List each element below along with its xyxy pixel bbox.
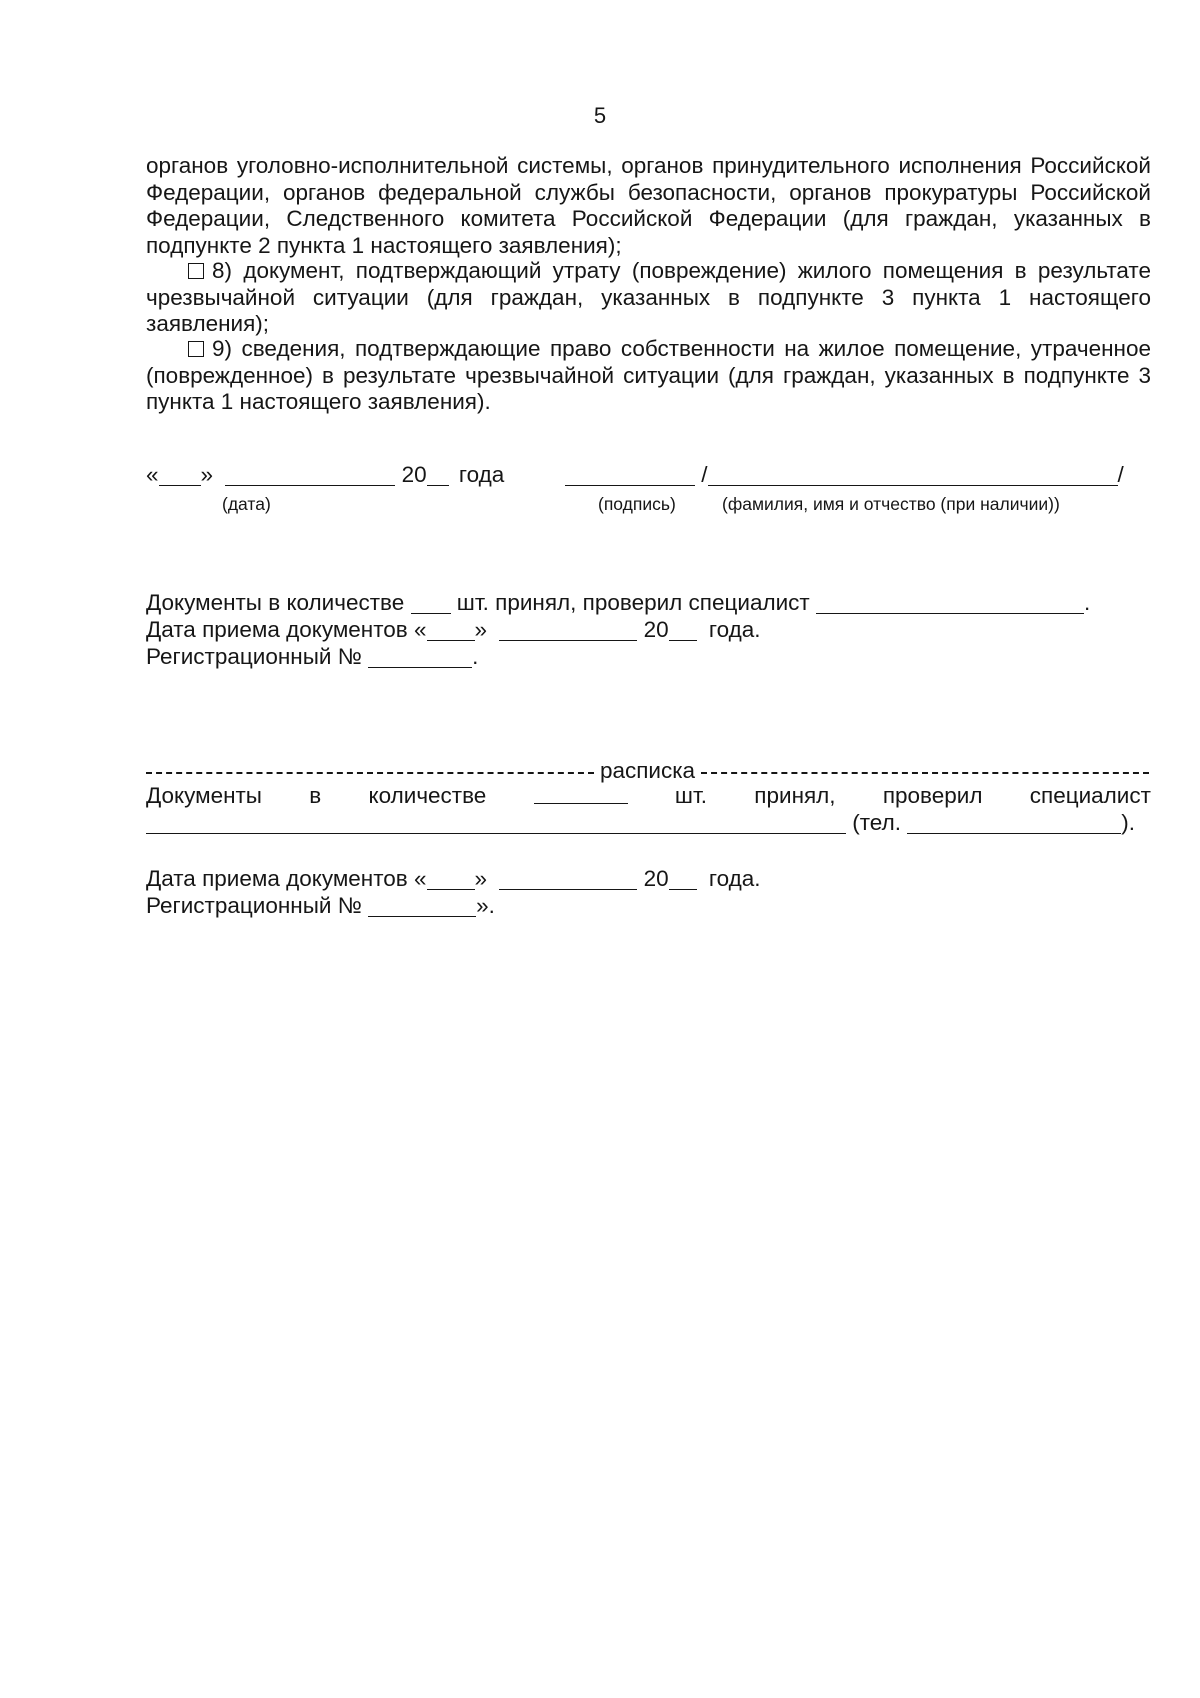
receipt-reg-label: Регистрационный № bbox=[146, 893, 362, 918]
receipt-dashes-left bbox=[146, 772, 594, 774]
checkbox-item-9[interactable] bbox=[188, 341, 204, 357]
receipt-word-4: шт. bbox=[674, 783, 708, 808]
date-quote-close: » bbox=[200, 462, 214, 487]
acceptance-year-suffix: года. bbox=[708, 617, 761, 642]
receipt-tel-blank[interactable] bbox=[907, 813, 1121, 834]
receipt-day-blank[interactable] bbox=[427, 869, 475, 890]
acceptance-line-3-end: . bbox=[472, 644, 479, 669]
acceptance-reg-blank[interactable] bbox=[368, 647, 472, 668]
date-quote-open: « bbox=[146, 462, 159, 487]
acceptance-reg-label: Регистрационный № bbox=[146, 644, 362, 669]
caption-date: (дата) bbox=[222, 494, 271, 514]
receipt-year-prefix: 20 bbox=[643, 866, 669, 891]
receipt-specialist-blank[interactable] bbox=[146, 813, 846, 834]
signature-blank[interactable] bbox=[565, 465, 695, 486]
acceptance-line-2 bbox=[146, 617, 760, 643]
day-blank[interactable] bbox=[159, 465, 201, 486]
receipt-year-blank[interactable] bbox=[669, 869, 697, 890]
receipt-line-1 bbox=[146, 783, 1151, 809]
year-prefix: 20 bbox=[401, 462, 427, 487]
item-9-number: 9) bbox=[212, 336, 233, 361]
page-number: 5 bbox=[593, 103, 607, 128]
receipt-word-6: проверил bbox=[882, 783, 983, 808]
signature-name-row bbox=[565, 462, 1124, 488]
acceptance-specialist-label: шт. принял, проверил специалист bbox=[456, 590, 810, 615]
checkbox-item-8[interactable] bbox=[188, 263, 204, 279]
acceptance-specialist-blank[interactable] bbox=[816, 593, 1084, 614]
acceptance-day-blank[interactable] bbox=[427, 620, 475, 641]
receipt-word-7: специалист bbox=[1029, 783, 1151, 808]
receipt-year-suffix: года. bbox=[708, 866, 761, 891]
receipt-month-blank[interactable] bbox=[499, 869, 637, 890]
year-blank[interactable] bbox=[427, 465, 449, 486]
receipt-line-2 bbox=[146, 810, 1135, 836]
receipt-reg-end: ». bbox=[476, 893, 495, 918]
full-name-blank[interactable] bbox=[708, 465, 1118, 486]
receipt-dashes-right bbox=[701, 772, 1149, 774]
receipt-date-line bbox=[146, 866, 760, 892]
year-suffix: года bbox=[458, 462, 505, 487]
item-8-text: документ, подтверждающий утрату (повреждение) жилого помещения в результате чрезвычайной ситуации (для граждан, указанных в подпункте 3 пункта 1 настоящего заявления); bbox=[146, 258, 1151, 336]
receipt-quote-close: » bbox=[474, 866, 488, 891]
receipt-date-label: Дата приема документов « bbox=[146, 866, 427, 891]
receipt-word-5: принял, bbox=[754, 783, 836, 808]
acceptance-month-blank[interactable] bbox=[499, 620, 637, 641]
continuation-paragraph: органов уголовно-исполнительной системы, органов принудительного исполнения Российской Федерации, органов федеральной службы безопасности, органов прокуратуры Российской Федерации, Следственного комитета Российской Федерации (для граждан, указанных в подпункте 2 пункта 1 настоящего заявления); bbox=[146, 153, 1151, 258]
receipt-title: расписка bbox=[599, 758, 696, 783]
receipt-word-3: количестве bbox=[368, 783, 487, 808]
acceptance-date-label: Дата приема документов « bbox=[146, 617, 427, 642]
receipt-reg-blank[interactable] bbox=[368, 896, 476, 917]
receipt-word-2: в bbox=[309, 783, 322, 808]
receipt-count-blank[interactable] bbox=[534, 783, 628, 804]
receipt-reg-line bbox=[146, 893, 495, 919]
caption-signature: (подпись) bbox=[598, 494, 676, 514]
acceptance-quote-close: » bbox=[474, 617, 488, 642]
list-item-8 bbox=[146, 258, 1151, 338]
receipt-word-1: Документы bbox=[146, 783, 262, 808]
receipt-divider bbox=[146, 758, 1149, 784]
acceptance-line-3 bbox=[146, 644, 478, 670]
acceptance-count-blank[interactable] bbox=[411, 593, 451, 614]
item-8-number: 8) bbox=[212, 258, 233, 283]
acceptance-line-1 bbox=[146, 590, 1090, 616]
item-9-text: сведения, подтверждающие право собственности на жилое помещение, утраченное (поврежденное) в результате чрезвычайной ситуации (для граждан, указанных в подпункте 3 пункта 1 настоящего заявления). bbox=[146, 336, 1151, 414]
acceptance-line-1-end: . bbox=[1084, 590, 1091, 615]
month-blank[interactable] bbox=[225, 465, 395, 486]
receipt-tel-prefix: (тел. bbox=[852, 810, 901, 835]
slash-1: / bbox=[701, 462, 708, 487]
caption-full-name: (фамилия, имя и отчество (при наличии)) bbox=[722, 494, 1060, 514]
list-item-9 bbox=[146, 336, 1151, 416]
acceptance-count-label: Документы в количестве bbox=[146, 590, 405, 615]
receipt-tel-suffix: ). bbox=[1121, 810, 1135, 835]
signature-row bbox=[146, 462, 504, 488]
acceptance-year-prefix: 20 bbox=[643, 617, 669, 642]
acceptance-year-blank[interactable] bbox=[669, 620, 697, 641]
slash-2: / bbox=[1117, 462, 1124, 487]
